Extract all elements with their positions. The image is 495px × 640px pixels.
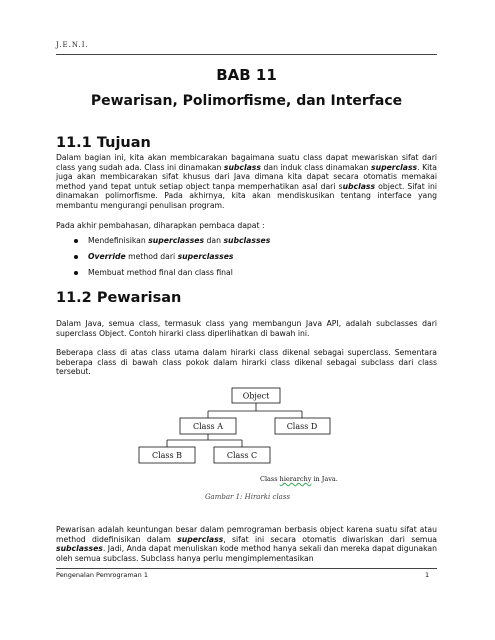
bottom-text-1: Pewarisan adalah keuntungan besar dalam pemrograman berbasis object karena suatu sifat atau method didefinisikan dalam — [56, 525, 437, 544]
bullet-text: method dari — [125, 252, 178, 261]
intro-emph-superclass: superclass — [371, 162, 418, 172]
intro-text-4: object. Sifat ini dinamakan polimorfisme. Pada akhirnya, kita akan mendiskusikan tentang interface yang membantu mengurangi penulisan program. — [56, 181, 437, 210]
hierarchy-paragraph: Beberapa class di atas class utama dalam hirarki class dikenal sebagai superclass. Sementara beberapa class di bawah class pokok dalam hirarki class dikenal sebagai subclass dari class tersebut. — [56, 348, 437, 377]
node-class-a — [180, 418, 236, 434]
bottom-text-3: . Jadi, Anda dapat menuliskan kode method hanya sekali dan mereka dapat digunakan oleh semua subclass. Subclass hanya perlu mengimplementasikan — [56, 544, 437, 563]
chapter-number: BAB 11 — [216, 66, 277, 84]
bottom-emph-subclasses: subclasses — [56, 544, 103, 554]
intro-emph-ubclass: ubclass — [342, 181, 376, 191]
bullet-emph: subclasses — [223, 236, 271, 245]
intro-text-3: . Kita juga akan membicarakan sifat khusus dari Java dimana kita dapat secara otomatis memakai method yand tepat untuk setiap object tanpa memperhatikan asal dari s — [56, 162, 437, 191]
bullet-emph: superclasses — [177, 252, 234, 261]
caption-text: in Java. — [311, 475, 338, 483]
node-class-d — [275, 418, 330, 434]
header-label: J.E.N.I. — [56, 41, 89, 49]
bullet-emph: Override — [88, 252, 126, 261]
node-object — [232, 388, 280, 403]
node-label: Object — [242, 391, 270, 401]
inheritance-paragraph — [56, 525, 437, 563]
node-class-c — [214, 447, 270, 463]
bullet-emph: superclasses — [148, 236, 205, 245]
bottom-emph-superclass: superclass — [177, 534, 224, 544]
section-heading-pewarisan: 11.2 Pewarisan — [56, 290, 182, 306]
bottom-text-2: , sifat ini secara otomatis diwariskan dari semua — [223, 534, 437, 544]
node-label: Class D — [286, 422, 318, 431]
diagram-caption — [260, 475, 338, 483]
node-label: Class C — [226, 451, 258, 460]
intro-text-1: Dalam bagian ini, kita akan membicarakan bagaimana suatu class dapat mewariskan sifat dari class yang sudah ada. Class ini dinamakan — [56, 153, 437, 172]
target-paragraph: Pada akhir pembahasan, diharapkan pembaca dapat : — [56, 221, 265, 230]
footer-book-title: Pengenalan Pemrograman 1 — [56, 571, 148, 579]
intro-text-2: dan induk class dinamakan — [260, 162, 372, 172]
footer-rule — [56, 568, 437, 569]
java-paragraph: Dalam Java, semua class, termasuk class yang membangun Java API, adalah subclasses dari superclass Object. Contoh hirarki class diperlihatkan di bawah ini. — [56, 319, 437, 338]
page-number: 1 — [425, 571, 430, 579]
bullet-text: Membuat method final dan class final — [88, 268, 233, 277]
section-heading-tujuan: 11.1 Tujuan — [56, 135, 151, 151]
node-label: Class B — [151, 451, 183, 460]
figure-caption: Gambar 1: Hirarki class — [204, 493, 291, 501]
node-class-b — [139, 447, 195, 463]
chapter-title: Pewarisan, Polimorfisme, dan Interface — [90, 93, 403, 109]
caption-text: Class — [260, 475, 280, 483]
bullet-text: Mendefinisikan — [88, 236, 149, 245]
intro-emph-subclass: subclass — [223, 162, 261, 172]
caption-text: hierarchy — [279, 475, 312, 483]
bullet-text: dan — [204, 236, 224, 245]
node-label: Class A — [193, 422, 223, 431]
